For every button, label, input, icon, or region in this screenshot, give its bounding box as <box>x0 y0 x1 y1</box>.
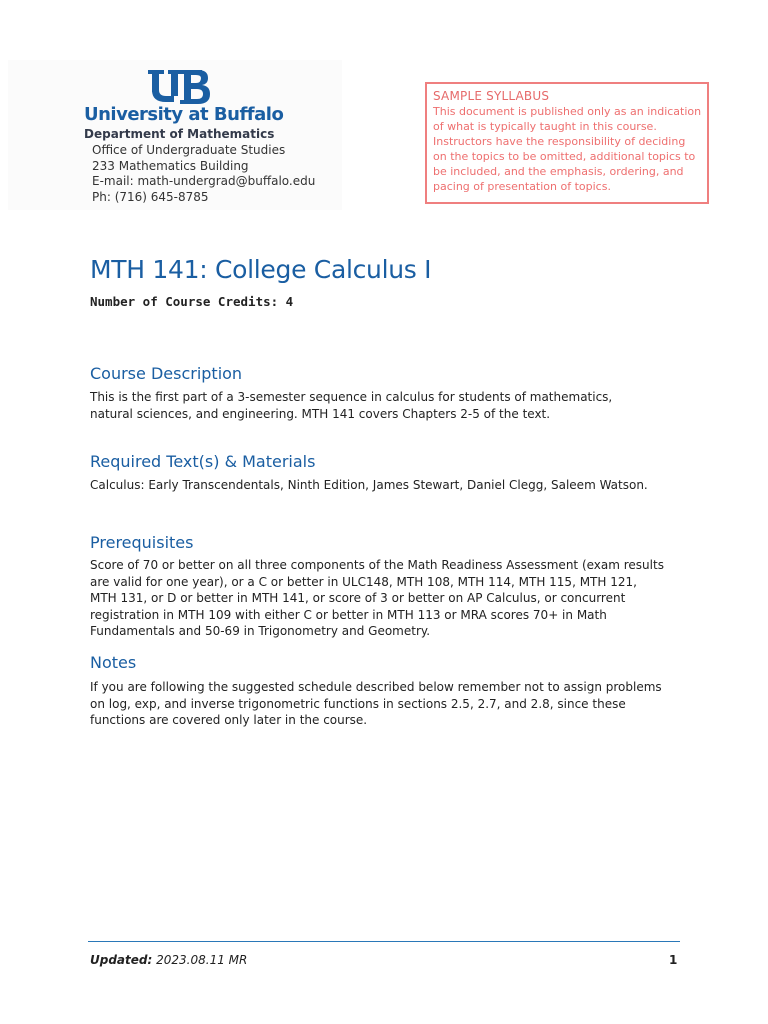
notice-title: SAMPLE SYLLABUS <box>433 89 550 103</box>
updated-value: 2023.08.11 MR <box>156 953 248 967</box>
page-number: 1 <box>669 953 678 967</box>
sample-syllabus-notice <box>425 82 709 204</box>
footer-updated <box>90 953 247 967</box>
course-description-body <box>90 389 690 422</box>
notes-heading: Notes <box>90 653 137 672</box>
contact-office: Office of Undergraduate Studies <box>92 143 286 157</box>
contact-address: 233 Mathematics Building <box>92 158 249 173</box>
university-name: University at Buffalo <box>84 104 284 125</box>
body-line: are valid for one year), or a C or better in ULC148, MTH 108, MTH 114, MTH 115, MTH 121, <box>90 574 637 589</box>
notice-body <box>433 104 701 194</box>
notice-line: pacing of presentation of topics. <box>433 180 611 193</box>
contact-phone: Ph: (716) 645-8785 <box>92 189 209 204</box>
required-texts-heading: Required Text(s) & Materials <box>90 452 316 471</box>
body-line: MTH 131, or D or better in MTH 141, or score of 3 or better on AP Calculus, or concurrent <box>90 591 626 605</box>
ub-logo-icon <box>146 68 212 106</box>
course-credits: Number of Course Credits: 4 <box>90 294 294 309</box>
notice-line: be included, and the emphasis, ordering, and <box>433 165 684 178</box>
department-name: Department of Mathematics <box>84 127 275 141</box>
notice-line: Instructors have the responsibility of deciding <box>433 135 686 148</box>
body-line: Fundamentals and 50-69 in Trigonometry and Geometry. <box>90 624 431 638</box>
course-title: MTH 141: College Calculus I <box>90 255 432 284</box>
body-line: If you are following the suggested schedule described below remember not to assign problems <box>90 680 662 694</box>
notice-line: on the topics to be omitted, additional topics to <box>433 150 696 163</box>
prerequisites-body <box>90 557 690 640</box>
notice-line: of what is typically taught in this course. <box>433 120 657 133</box>
contact-info <box>92 143 315 205</box>
body-line: functions are covered only later in the course. <box>90 713 368 727</box>
footer-divider <box>88 941 680 942</box>
body-line: Calculus: Early Transcendentals, Ninth Edition, James Stewart, Daniel Clegg, Saleem Watson. <box>90 478 648 492</box>
body-line: natural sciences, and engineering. MTH 141 covers Chapters 2-5 of the text. <box>90 406 551 421</box>
body-line: Score of 70 or better on all three components of the Math Readiness Assessment (exam results <box>90 558 664 572</box>
required-texts-body <box>90 477 690 494</box>
notice-line: This document is published only as an indication <box>433 105 702 118</box>
updated-label: Updated: <box>90 953 153 967</box>
body-line: This is the first part of a 3-semester sequence in calculus for students of mathematics, <box>90 390 613 404</box>
contact-email: E-mail: math-undergrad@buffalo.edu <box>92 174 316 188</box>
body-line: on log, exp, and inverse trigonometric functions in sections 2.5, 2.7, and 2.8, since these <box>90 696 626 711</box>
course-description-heading: Course Description <box>90 364 243 383</box>
body-line: registration in MTH 109 with either C or better in MTH 113 or MRA scores 70+ in Math <box>90 607 607 622</box>
notes-body <box>90 679 690 729</box>
prerequisites-heading: Prerequisites <box>90 533 194 552</box>
